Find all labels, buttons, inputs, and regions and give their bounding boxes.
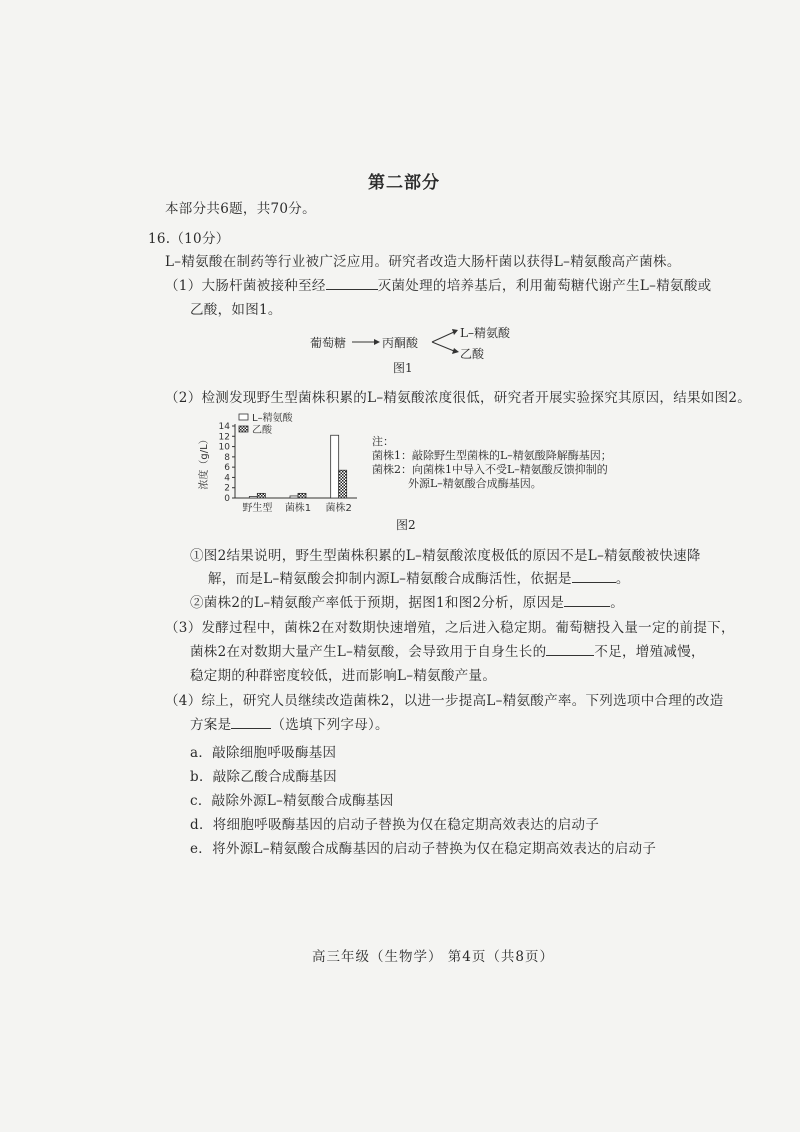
fig1-pyruvate: 丙酮酸 <box>382 336 419 350</box>
fig1-arginine: L–精氨酸 <box>460 326 510 340</box>
part4-text-a: 方案是 <box>190 717 232 733</box>
y-tick-label: 10 <box>218 442 230 453</box>
answer-blank-evidence[interactable] <box>572 568 616 583</box>
y-tick-label: 6 <box>224 463 230 474</box>
arrow-line-2 <box>432 332 454 342</box>
part3-text-b: 不足，增殖减慢， <box>594 644 705 660</box>
question-number: 16.（10分） <box>148 231 230 247</box>
bar-checker-1 <box>298 493 306 498</box>
option-d: d．将细胞呼吸酶基因的启动子替换为仅在稳定期高效表达的启动子 <box>190 817 600 833</box>
part3-line2 <box>190 640 705 660</box>
part2-i-text: 解，而是L–精氨酸会抑制内源L–精氨酸合成酶活性，依据是 <box>208 571 572 587</box>
x-category-label: 菌株1 <box>284 503 312 514</box>
fig2-caption: 图2 <box>396 518 416 532</box>
fig2-note-title: 注： <box>372 435 394 448</box>
answer-blank-reason[interactable] <box>564 592 610 607</box>
part3-line3: 稳定期的种群密度较低，进而影响L–精氨酸产量。 <box>190 668 497 684</box>
part1-line <box>165 274 711 294</box>
arrow-head-1 <box>374 339 380 345</box>
part2-text: （2）检测发现野生型菌株积累的L–精氨酸浓度很低，研究者开展实验探究其原因，结果如图2。 <box>165 390 752 406</box>
x-category-label: 菌株2 <box>325 503 352 514</box>
section-title: 第二部分 <box>368 173 440 193</box>
option-b: b．敲除乙酸合成酶基因 <box>190 769 337 785</box>
part2-ii-line: ②菌株2的L–精氨酸产率低于预期，据图1和图2分析，原因是 。 <box>190 591 624 611</box>
bar-blank-2 <box>331 435 339 498</box>
legend-swatch <box>239 414 248 420</box>
y-tick-label: 0 <box>224 494 230 504</box>
option-a: a．敲除细胞呼吸酶基因 <box>190 745 337 761</box>
part1-text-a: （1）大肠杆菌被接种至经 <box>165 278 326 294</box>
page-footer: 高三年级（生物学） 第4页（共8页） <box>312 949 554 965</box>
legend-label: 乙酸 <box>252 425 272 436</box>
y-tick-label: 2 <box>224 483 230 494</box>
arrow-line-3 <box>432 342 454 351</box>
y-tick-label: 14 <box>218 422 230 432</box>
answer-blank-sterilization[interactable] <box>326 275 378 290</box>
part1-text-b: 灭菌处理的培养基后，利用葡萄糖代谢产生L–精氨酸或 <box>377 278 712 294</box>
y-tick-label: 8 <box>224 452 230 463</box>
fig2-notes <box>372 435 612 491</box>
y-tick-label: 4 <box>224 473 230 484</box>
fig1-acetic-acid: 乙酸 <box>460 347 485 361</box>
part2-ii-text: ②菌株2的L–精氨酸产率低于预期，据图1和图2分析，原因是 <box>190 595 565 611</box>
y-tick-label: 12 <box>218 432 230 443</box>
legend-swatch <box>239 426 248 432</box>
part4-text-b: （选填下列字母）。 <box>271 717 389 733</box>
answer-blank-choice[interactable] <box>231 714 271 729</box>
fig2-note-strain2b: 外源L–精氨酸合成酶基因。 <box>408 477 542 490</box>
part2-i-line2: 解，而是L–精氨酸会抑制内源L–精氨酸合成酶活性，依据是 。 <box>208 567 630 587</box>
y-axis-label: 浓度（g/L） <box>199 434 210 490</box>
fig1-caption: 图1 <box>393 361 413 375</box>
part3-text-a: 菌株2在对数期大量产生L–精氨酸，会导致用于自身生长的 <box>190 644 547 660</box>
section-intro: 本部分共6题，共70分。 <box>165 201 316 217</box>
part2-i-line1: ①图2结果说明，野生型菌株积累的L–精氨酸浓度极低的原因不是L–精氨酸被快速降 <box>190 548 701 564</box>
arrow-head-3 <box>452 348 459 354</box>
fig2-note-strain1: 菌株1：敲除野生型菌株的L–精氨酸降解酶基因； <box>372 449 612 462</box>
legend-label: L–精氨酸 <box>252 413 293 424</box>
part4-line2 <box>190 713 389 733</box>
answer-blank-growth[interactable] <box>546 641 594 656</box>
x-category-label: 野生型 <box>242 503 273 514</box>
bar-checker-0 <box>257 493 265 498</box>
question-stem: L–精氨酸在制药等行业被广泛应用。研究者改造大肠杆菌以获得L–精氨酸高产菌株。 <box>165 254 681 270</box>
bar-blank-1 <box>290 496 298 498</box>
part3-line1: （3）发酵过程中，菌株2在对数期快速增殖，之后进入稳定期。葡萄糖投入量一定的前提下， <box>165 620 735 636</box>
option-c: c．敲除外源L–精氨酸合成酶基因 <box>190 793 394 809</box>
bar-checker-2 <box>339 470 347 498</box>
bar-blank-0 <box>249 496 257 498</box>
figure-2-chart <box>195 408 365 520</box>
part4-line1: （4）综上，研究人员继续改造菌株2，以进一步提高L–精氨酸产率。下列选项中合理的改造 <box>165 693 724 709</box>
option-e: e．将外源L–精氨酸合成酶基因的启动子替换为仅在稳定期高效表达的启动子 <box>190 841 657 857</box>
part1-text-c: 乙酸，如图1。 <box>190 302 282 318</box>
fig2-note-strain2a: 菌株2：向菌株1中导入不受L–精氨酸反馈抑制的 <box>372 463 608 476</box>
fig1-glucose: 葡萄糖 <box>310 336 347 350</box>
